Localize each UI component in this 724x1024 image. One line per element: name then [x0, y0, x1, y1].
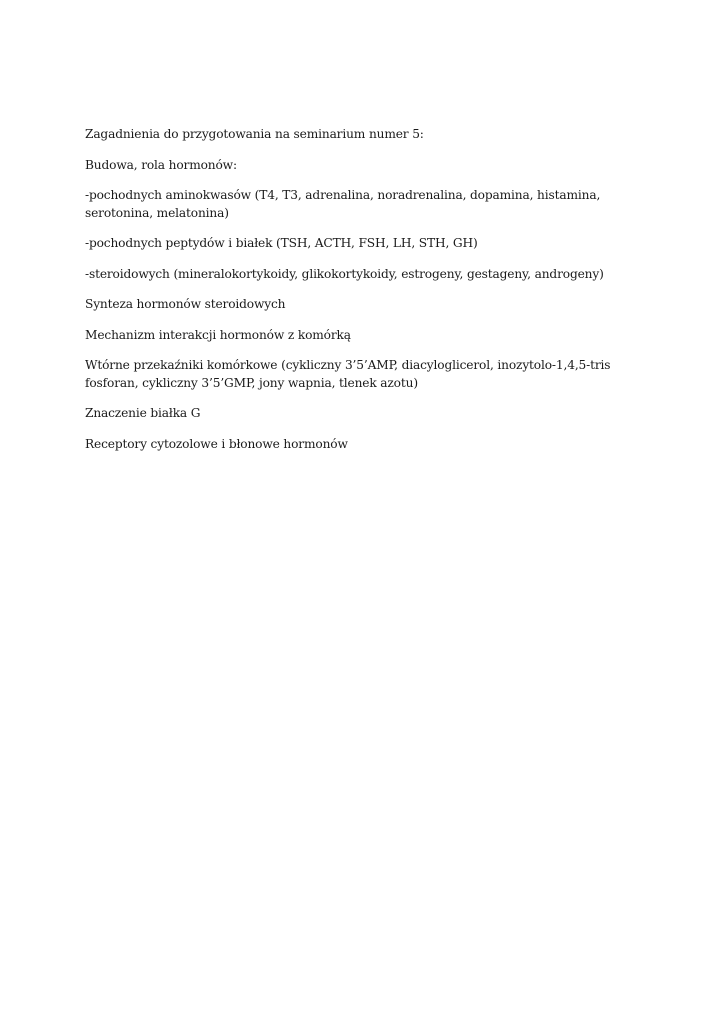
topic-hormone-cell-interaction: Mechanizm interakcji hormonów z komórką	[85, 327, 351, 342]
topic-hormone-structure-role: Budowa, rola hormonów:	[85, 157, 237, 172]
document-body	[85, 126, 645, 466]
topic-peptide-protein-derivatives: -pochodnych peptydów i białek (TSH, ACTH, FSH, LH, STH, GH)	[85, 236, 478, 250]
topic-steroid-hormones: -steroidowych (mineralokortykoidy, glikokortykoidy, estrogeny, gestageny, androgeny)	[85, 266, 604, 281]
topic-steroid-synthesis: Synteza hormonów steroidowych	[85, 297, 286, 311]
topic-second-messengers: Wtórne przekaźniki komórkowe (cykliczny 3’5’AMP, diacyloglicerol, inozytolo-1,4,5-tris fosforan, cykliczny 3’5’GMP, jony wapnia, tlenek azotu)	[85, 358, 611, 390]
topic-amino-acid-derivatives: -pochodnych aminokwasów (T4, T3, adrenalina, noradrenalina, dopamina, histamina, serotonina, melatonina)	[85, 188, 601, 220]
heading-seminar-topics: Zagadnienia do przygotowania na seminarium numer 5:	[85, 127, 424, 141]
topic-receptors: Receptory cytozolowe i błonowe hormonów	[85, 436, 348, 451]
topic-g-protein: Znaczenie białka G	[85, 406, 201, 420]
